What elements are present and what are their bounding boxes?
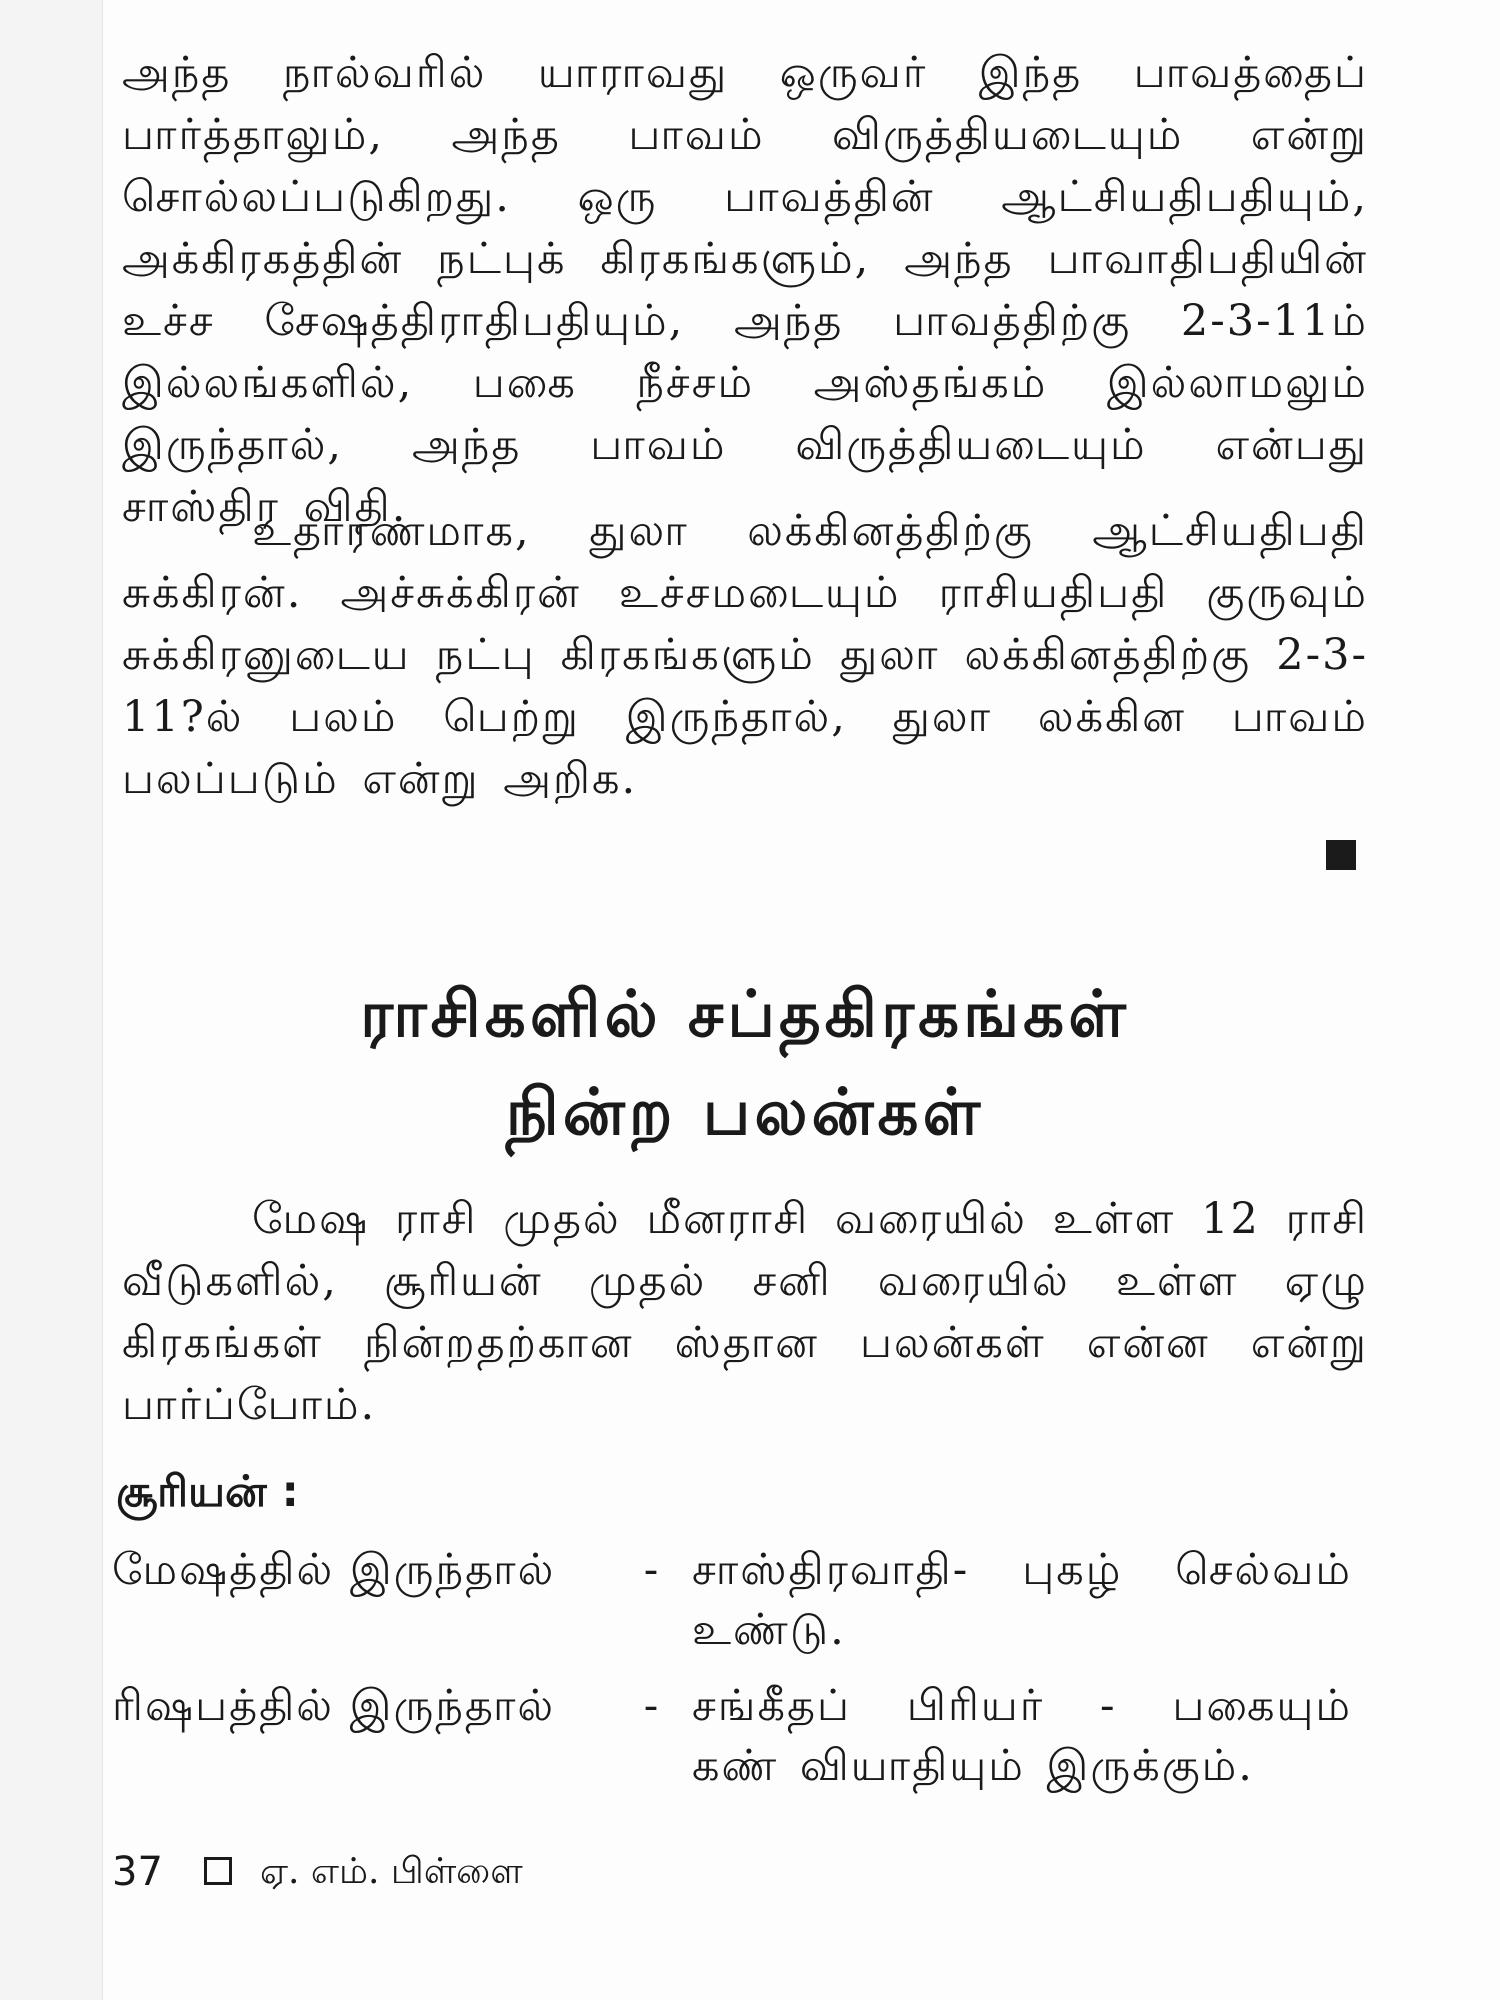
entry-result: சாஸ்திரவாதி- புகழ் செல்வம் உண்டு. xyxy=(692,1545,1352,1655)
entry-condition: மேஷத்தில் இருந்தால் xyxy=(112,1545,556,1595)
placement-entry xyxy=(112,1676,1372,1796)
square-ornament-icon xyxy=(204,1857,232,1885)
paragraph-example: உதாரணமாக, துலா லக்கினத்திற்கு ஆட்சியதிபதி சுக்கிரன். அச்சுக்கிரன் உச்சமடையும் ராசியதிபதி குருவும் சுக்கிரனுடைய நட்பு கிரகங்களும் துலா லக்கினத்திற்கு 2-3-11?ல் பலம் பெற்று இருந்தால், துலா லக்கின பாவம் பலப்படும் என்று அறிக. xyxy=(122,506,1368,804)
entry-dash: - xyxy=(643,1681,661,1731)
placement-entry xyxy=(112,1540,1372,1660)
chapter-title-line-2: நின்ற பலன்கள் xyxy=(505,1076,985,1150)
page-number: 37 xyxy=(112,1849,163,1895)
planet-subheading: சூரியன் : xyxy=(116,1467,299,1517)
page-gutter xyxy=(0,0,103,2000)
section-end-mark xyxy=(1326,840,1356,870)
chapter-title-line-1: ராசிகளில் சப்தகிரகங்கள் xyxy=(360,978,1130,1052)
entry-dash: - xyxy=(643,1545,661,1595)
entry-condition: ரிஷபத்தில் இருந்தால் xyxy=(112,1681,556,1731)
paragraph-intro: அந்த நால்வரில் யாராவது ஒருவர் இந்த பாவத்தைப் பார்த்தாலும், அந்த பாவம் விருத்தியடையும் என்று சொல்லப்படுகிறது. ஒரு பாவத்தின் ஆட்சியதிபதியும், அக்கிரகத்தின் நட்புக் கிரகங்களும், அந்த பாவாதிபதியின் உச்ச சேஷத்திராதிபதியும், அந்த பாவத்திற்கு 2-3-11ம் இல்லங்களில், பகை நீச்சம் அஸ்தங்கம் இல்லாமலும் இருந்தால், அந்த பாவம் விருத்தியடையும் என்பது சாஸ்திர விதி. xyxy=(122,48,1368,532)
author-name: ஏ. எம். பிள்ளை xyxy=(260,1851,523,1892)
entry-result: சங்கீதப் பிரியர் - பகையும் கண் வியாதியும் இருக்கும். xyxy=(692,1681,1352,1791)
paragraph-chapter-intro: மேஷ ராசி முதல் மீனராசி வரையில் உள்ள 12 ராசி வீடுகளில், சூரியன் முதல் சனி வரையில் உள்ள ஏழு கிரகங்கள் நின்றதற்கான ஸ்தான பலன்கள் என்ன என்று பார்ப்போம். xyxy=(122,1194,1368,1430)
